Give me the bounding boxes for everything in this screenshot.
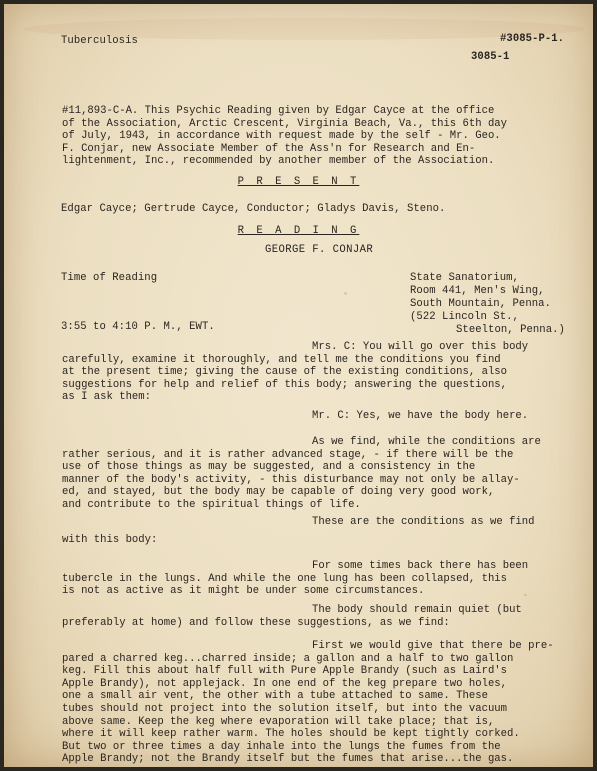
- body-line: keg. Fill this about half full with Pure Apple Brandy (such as Laird's: [62, 665, 508, 678]
- body-line: and contribute to the spiritual things of life.: [62, 498, 361, 511]
- body-line: pared a charred keg...charred inside; a gallon and a half to two gallon: [62, 652, 514, 665]
- body-line: Mrs. C: You will go over this body: [312, 341, 529, 353]
- body-line: Mr. C: Yes, we have the body here.: [312, 410, 529, 422]
- body-line: These are the conditions as we find: [312, 516, 535, 528]
- reading-heading: [4, 225, 593, 237]
- address-line: South Mountain, Penna.: [410, 298, 551, 310]
- intro-line: #11,893-C-A. This Psychic Reading given by Edgar Cayce at the office: [62, 105, 495, 117]
- body-line: as I ask them:: [62, 391, 152, 404]
- subject-header: Tuberculosis: [61, 35, 138, 47]
- body-paragraph-1: [62, 341, 562, 404]
- body-line: Apple Brandy; not the Brandy itself but the fumes that arise...the gas.: [62, 753, 514, 766]
- file-reference: #3085-P-1.: [500, 33, 565, 45]
- present-line: Edgar Cayce; Gertrude Cayce, Conductor; Gladys Davis, Steno.: [61, 203, 446, 215]
- body-line: carefully, examine it thoroughly, and tell me the conditions you find: [62, 353, 501, 366]
- time-label: Time of Reading: [61, 272, 158, 284]
- body-paragraph-2: [62, 410, 562, 423]
- body-line: The body should remain quiet (but: [312, 604, 522, 616]
- body-line: use of those things as may be suggested, and a consistency in the: [62, 461, 476, 474]
- document-page: [4, 4, 593, 767]
- address-line: Room 441, Men's Wing,: [410, 285, 545, 297]
- address-line: Steelton, Penna.): [456, 324, 565, 336]
- body-line: preferably at home) and follow these suggestions, as we find:: [62, 616, 450, 629]
- body-line: rather serious, and it is rather advanced stage, - if there will be the: [62, 448, 514, 461]
- ink-speck: [344, 292, 347, 295]
- intro-line: F. Conjar, new Associate Member of the Ass'n for Research and En-: [62, 142, 476, 155]
- body-paragraph-4: [62, 516, 562, 546]
- body-line: manner of the body's activity, - this disturbance may not only be allay-: [62, 473, 520, 486]
- intro-line: of July, 1943, in accordance with request made by the self - Mr. Geo.: [62, 130, 501, 143]
- body-line: ed, and stayed, but the body may be capable of doing very good work,: [62, 486, 495, 499]
- body-paragraph-3: [62, 436, 562, 512]
- body-paragraph-7: [62, 640, 562, 766]
- body-line: above same. Keep the keg where evaporation will take place; that is,: [62, 715, 495, 728]
- present-heading: [4, 176, 593, 188]
- present-heading-text: P R E S E N T: [237, 176, 360, 188]
- body-paragraph-6: [62, 604, 562, 629]
- body-line: As we find, while the conditions are: [312, 436, 541, 448]
- body-line: First we would give that there be pre-: [312, 640, 554, 652]
- body-line: is not as active as it might be under some circumstances.: [62, 585, 425, 598]
- body-line: suggestions for help and relief of this body; answering the questions,: [62, 378, 508, 391]
- body-line: at the present time; giving the cause of the existing conditions, also: [62, 366, 508, 379]
- body-line: one a small air vent, the other with a tube attached to same. These: [62, 690, 488, 703]
- intro-line: of the Association, Arctic Crescent, Virginia Beach, Va., this 6th day: [62, 117, 508, 130]
- body-line: For some times back there has been: [312, 560, 529, 572]
- document-number: 3085-1: [471, 51, 510, 63]
- ink-speck: [524, 594, 527, 596]
- intro-line: lightenment, Inc., recommended by another member of the Association.: [62, 155, 495, 168]
- body-line: with this body:: [62, 533, 158, 546]
- body-paragraph-5: [62, 560, 562, 598]
- body-line: Apple Brandy), not applejack. In one end of the keg prepare two holes,: [62, 677, 508, 690]
- address-line: (522 Lincoln St.,: [410, 311, 519, 323]
- body-line: But two or three times a day inhale into the lungs the fumes from the: [62, 740, 501, 753]
- address-line: State Sanatorium,: [410, 272, 519, 284]
- reading-heading-text: R E A D I N G: [237, 225, 360, 237]
- subject-name: GEORGE F. CONJAR: [265, 244, 374, 256]
- body-line: tubes should not project into the solution itself, but into the vacuum: [62, 702, 508, 715]
- body-line: tubercle in the lungs. And while the one lung has been collapsed, this: [62, 572, 508, 585]
- body-line: where it will keep rather warm. The holes should be kept tightly corked.: [62, 728, 520, 741]
- intro-paragraph: [62, 105, 562, 168]
- time-value: 3:55 to 4:10 P. M., EWT.: [61, 321, 215, 333]
- ink-speck: [154, 474, 156, 476]
